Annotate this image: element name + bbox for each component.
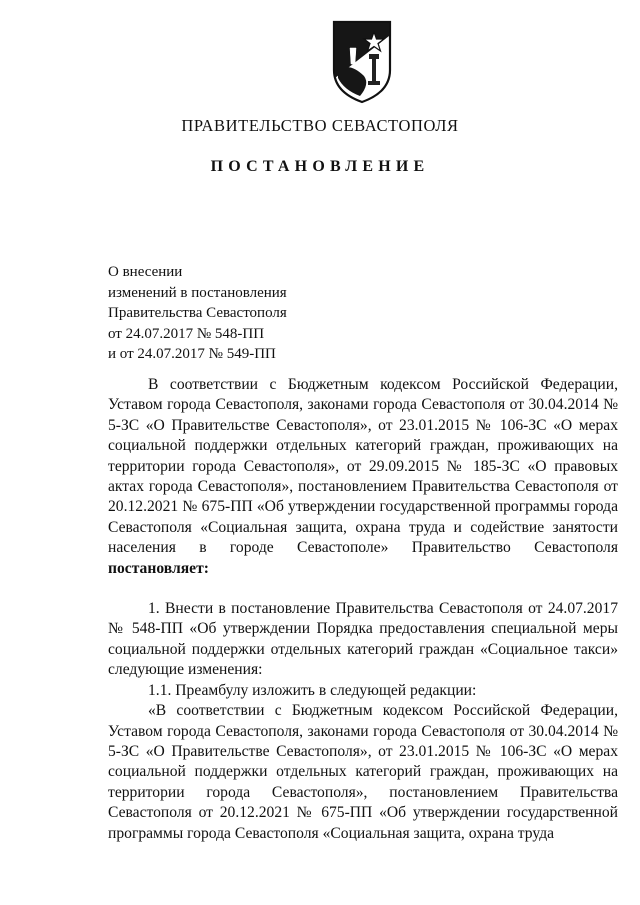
- intro-paragraph: [108, 375, 618, 579]
- document-type-title: ПОСТАНОВЛЕНИЕ: [210, 158, 430, 175]
- quoted-preamble-paragraph: «В соответствии с Бюджетным кодексом Российской Федерации, Уставом города Севастополя, законами города Севастополя от 30.04.2014 № 5-ЗС «О Правительстве Севастополя», от 23.01.2015 № 106-ЗС «О мерах социальной поддержки отдельных категорий граждан, проживающих на территории города Севастополя», постановлением Правительства Севастополя от 20.12.2021 № 675-ПП «Об утверждении государственной программы города Севастополя «Социальная защита, охрана труда: [108, 702, 618, 842]
- sevastopol-coat-of-arms-icon: [330, 18, 394, 104]
- resolves-word: постановляет:: [108, 559, 209, 577]
- subject-line: от 24.07.2017 № 548-ПП: [108, 325, 265, 342]
- subject-line: О внесении: [108, 264, 183, 280]
- subject-line: и от 24.07.2017 № 549-ПП: [108, 346, 276, 362]
- subject-line: Правительства Севастополя: [108, 305, 287, 321]
- intro-text: В соответствии с Бюджетным кодексом Российской Федерации, Уставом города Севастополя, законами города Севастополя от 30.04.2014 № 5-ЗС «О Правительстве Севастополя», от 23.01.2015 № 106-ЗС «О мерах социальной поддержки отдельных категорий граждан, проживающих на территории города Севастополя», от 29.09.2015 № 185-ЗС «О правовых актах города Севастополя», постановлением Правительства Севастополя от 20.12.2021 № 675-ПП «Об утверждении государственной программы города Севастополя «Социальная защита, охрана труда и содействие занятости населения в городе Севастополе» Правительство Севастополя: [108, 376, 618, 557]
- document-subject: [108, 262, 428, 365]
- document-body: [108, 375, 618, 844]
- government-title: ПРАВИТЕЛЬСТВО СЕВАСТОПОЛЯ: [181, 116, 459, 135]
- subject-line: изменений в постановления: [108, 284, 287, 301]
- item-1-1-paragraph: 1.1. Преамбулу изложить в следующей редакции:: [148, 681, 477, 699]
- item-1-paragraph: 1. Внести в постановление Правительства Севастополя от 24.07.2017 № 548-ПП «Об утверждении Порядка предоставления специальной меры социальной поддержки отдельных категорий граждан «Социальное такси» следующие изменения:: [108, 600, 618, 679]
